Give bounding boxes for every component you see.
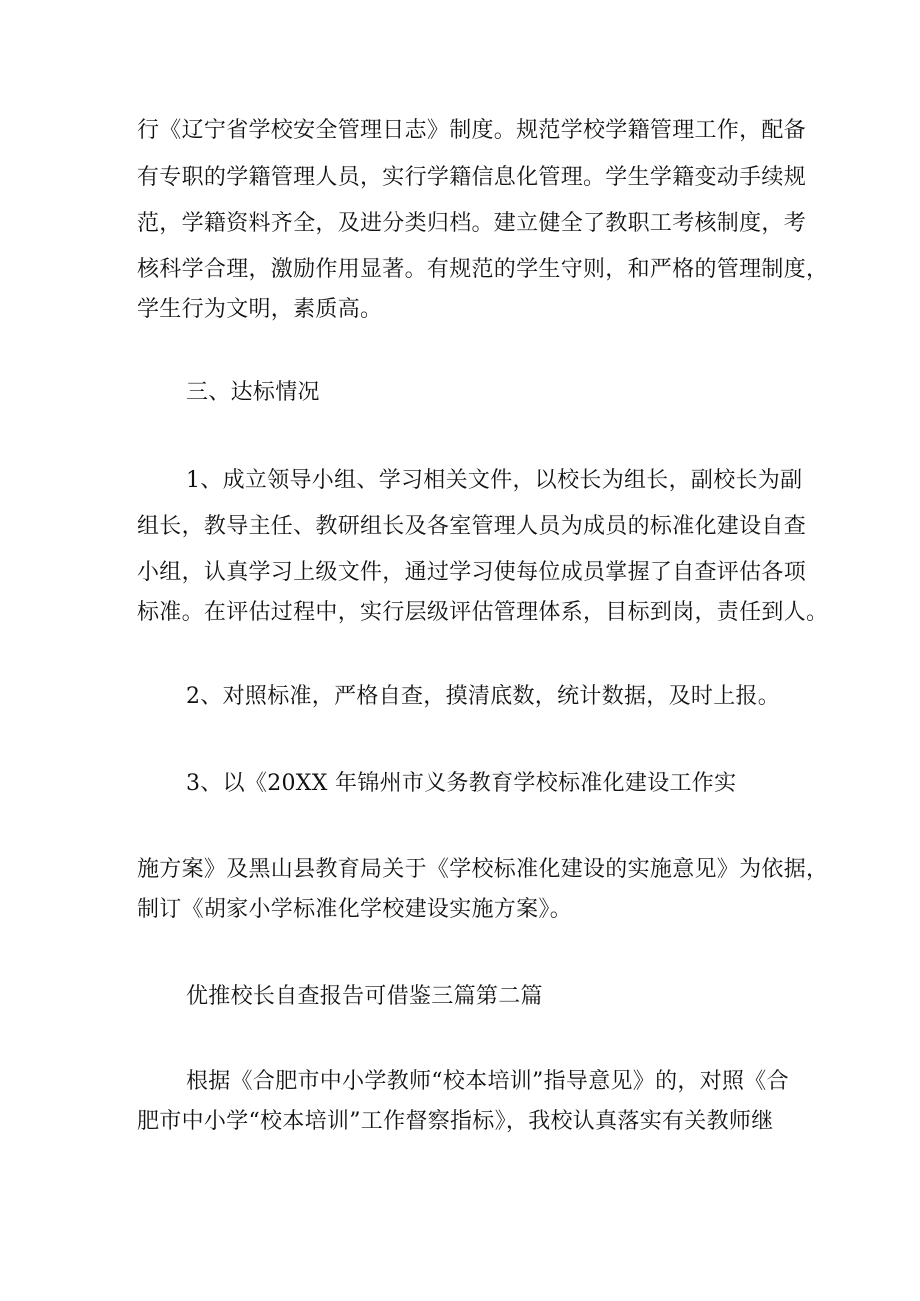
text-line: 组长，教导主任、教研组长及各室管理人员为成员的标准化建设自查 (137, 514, 807, 539)
text-line: 制订《胡家小学标准化学校建设实施方案》。 (137, 897, 573, 922)
article-title-text: 优推校长自查报告可借鉴三篇第二篇 (186, 984, 543, 1009)
text-line: 肥市中小学“校本培训”工作督察指标》，我校认真落实有关教师继 (137, 1109, 774, 1134)
text-line: 行《辽宁省学校安全管理日志》制度。规范学校学籍管理工作，配备 (137, 118, 807, 143)
text-line: 标准。在评估过程中，实行层级评估管理体系，目标到岗，责任到人。 (137, 600, 829, 625)
section-heading-text: 三、达标情况 (186, 380, 320, 405)
text-line: 施方案》及黑山县教育局关于《学校标准化建设的实施意见》为依据， (137, 857, 829, 882)
text-line: 1、成立领导小组、学习相关文件，以校长为组长，副校长为副 (186, 468, 803, 493)
text-line: 范，学籍资料齐全，及进分类归档。建立健全了教职工考核制度，考 (137, 211, 807, 236)
text-line: 3、以《20XX 年锦州市义务教育学校标准化建设工作实 (186, 771, 737, 796)
text-line: 学生行为文明，素质高。 (137, 297, 383, 322)
text-line: 小组，认真学习上级文件，通过学习使每位成员掌握了自查评估各项 (137, 560, 807, 585)
text-line: 核科学合理，激励作用显著。有规范的学生守则，和严格的管理制度， (137, 257, 829, 282)
text-line: 根据《合肥市中小学教师“校本培训”指导意见》的，对照《合 (186, 1069, 789, 1094)
text-line: 2、对照标准，严格自查，摸清底数，统计数据，及时上报。 (186, 684, 781, 709)
text-line: 有专职的学籍管理人员，实行学籍信息化管理。学生学籍变动手续规 (137, 165, 807, 190)
